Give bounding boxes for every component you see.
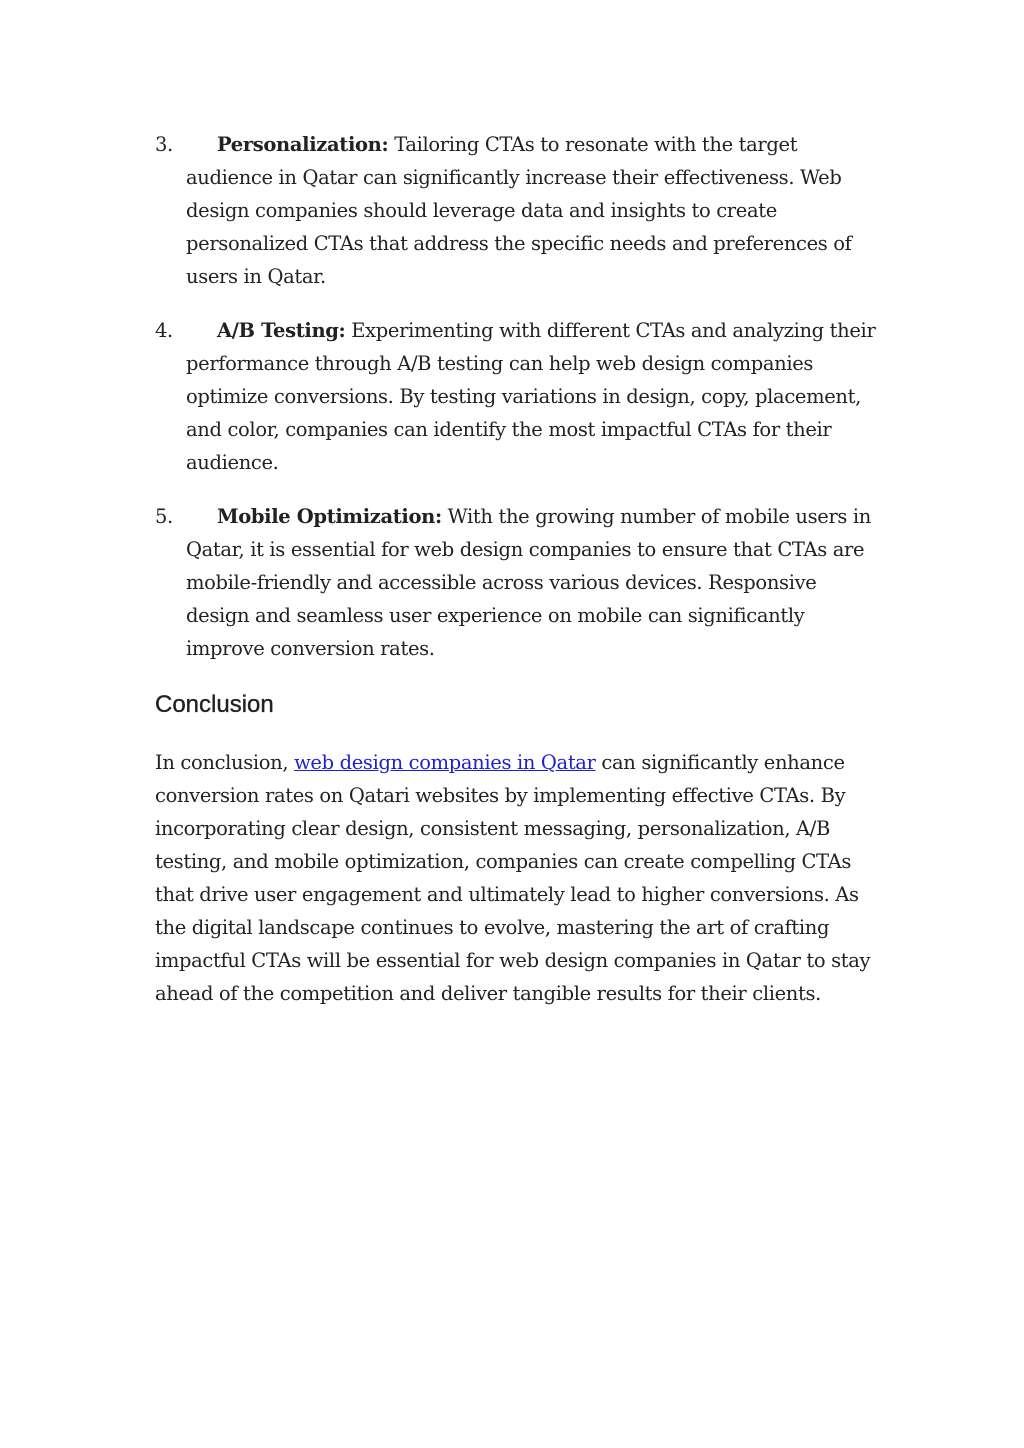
conclusion-paragraph bbox=[155, 746, 877, 1010]
list-item-number: 3. bbox=[155, 133, 173, 156]
list-item-text: Tailoring CTAs to resonate with the target audience in Qatar can significantly increase their effectiveness. Web design companies should leverage data and insights to create personalized CTAs that address the specific needs and preferences of users in Qatar. bbox=[186, 133, 852, 288]
list-item-ab-testing bbox=[155, 314, 877, 479]
list-item-body bbox=[186, 500, 877, 665]
list-item-text: With the growing number of mobile users in Qatar, it is essential for web design companies to ensure that CTAs are mobile-friendly and accessible across various devices. Responsive design and seamless user experience on mobile can significantly improve conversion rates. bbox=[186, 505, 872, 660]
conclusion-heading: Conclusion bbox=[155, 691, 274, 718]
conclusion-body: can significantly enhance conversion rates on Qatari websites by implementing effective CTAs. By incorporating clear design, consistent messaging, personalization, A/B testing, and mobile optimization, companies can create compelling CTAs that drive user engagement and ultimately lead to higher conversions. As the digital landscape continues to evolve, mastering the art of crafting impactful CTAs will be essential for web design companies in Qatar to stay ahead of the competition and deliver tangible results for their clients. bbox=[155, 751, 871, 1005]
cta-strategy-list bbox=[155, 128, 877, 665]
list-item-title: Personalization: bbox=[217, 133, 389, 156]
conclusion-intro: In conclusion, bbox=[155, 751, 295, 774]
list-item-title: Mobile Optimization: bbox=[217, 505, 442, 528]
web-design-companies-link[interactable]: web design companies in Qatar bbox=[294, 751, 596, 774]
list-item-body bbox=[186, 314, 877, 479]
list-item-mobile-optimization bbox=[155, 500, 877, 665]
list-item-number: 4. bbox=[155, 319, 173, 342]
list-item-personalization bbox=[155, 128, 877, 293]
document-content bbox=[155, 128, 877, 1010]
list-item-title: A/B Testing: bbox=[217, 319, 346, 342]
list-item-body bbox=[186, 128, 877, 293]
list-item-text: Experimenting with different CTAs and analyzing their performance through A/B testing can help web design companies optimize conversions. By testing variations in design, copy, placement, and color, companies can identify the most impactful CTAs for their audience. bbox=[186, 319, 876, 474]
list-item-number: 5. bbox=[155, 505, 173, 528]
